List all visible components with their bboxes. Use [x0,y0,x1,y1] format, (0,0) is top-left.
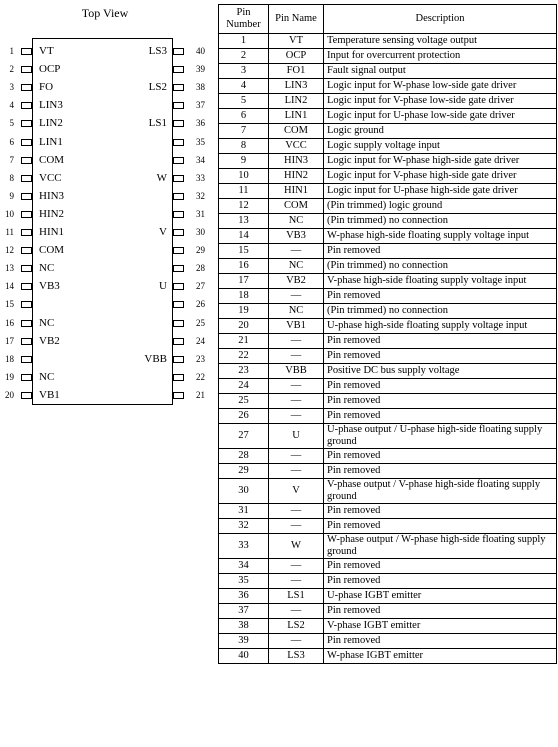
pin-number: 20 [5,389,14,400]
pin-lead [173,229,184,236]
pin-number: 11 [5,227,14,237]
table-row [219,334,557,349]
description-cell: Positive DC bus supply voltage [324,364,557,379]
pin-lead [173,283,184,290]
pin-number-cell: 15 [219,244,269,259]
pin-lead [173,356,184,363]
pin-name-cell: NC [269,214,324,229]
header-description: Description [324,5,557,34]
pin-number-cell: 31 [219,504,269,519]
pin-name-cell: U [269,424,324,449]
pin-number-cell: 28 [219,449,269,464]
description-cell: (Pin trimmed) no connection [324,214,557,229]
pin-number-cell: 9 [219,154,269,169]
table-row [219,519,557,534]
table-row [219,464,557,479]
pin-number: 33 [196,172,205,183]
pin-label: VB1 [39,388,60,401]
pin-number: 30 [196,227,205,237]
right-pin-row [0,334,214,347]
pin-name-cell: — [269,559,324,574]
pin-number: 9 [9,190,14,201]
pin-label: LS2 [148,81,167,94]
pin-number: 15 [5,299,14,310]
pin-number: 19 [5,371,14,382]
description-cell: V-phase high-side floating supply voltage input [324,274,557,289]
description-cell: Logic input for W-phase low-side gate driver [324,79,557,94]
pin-number-cell: 4 [219,79,269,94]
table-row [219,559,557,574]
pin-name-cell: — [269,244,324,259]
pin-number: 37 [196,100,205,111]
right-pin-row [0,316,214,329]
pin-number-cell: 22 [219,349,269,364]
table-row [219,379,557,394]
description-cell: Pin removed [324,464,557,479]
table-row [219,364,557,379]
pin-label: VT [39,45,54,57]
pin-number: 32 [196,190,205,201]
pin-label: LS3 [148,45,167,57]
pin-name-cell: V [269,479,324,504]
pin-name-cell: VB1 [269,319,324,334]
pin-label: VCC [39,171,62,184]
pin-number-cell: 16 [219,259,269,274]
pin-number: 31 [196,208,205,219]
pin-number: 22 [196,371,205,382]
description-cell: Pin removed [324,409,557,424]
pin-name-cell: VB3 [269,229,324,244]
description-cell: Logic ground [324,124,557,139]
description-cell: U-phase IGBT emitter [324,589,557,604]
right-pin-row [0,135,214,148]
pin-name-cell: — [269,634,324,649]
right-pin-row [0,189,214,202]
pin-label: NC [39,262,55,275]
right-pin-row [0,47,214,57]
pin-name-cell: — [269,334,324,349]
description-cell: W-phase IGBT emitter [324,649,557,664]
pin-number-cell: 32 [219,519,269,534]
description-cell: Pin removed [324,349,557,364]
pin-name-cell: COM [269,124,324,139]
pin-number-cell: 1 [219,34,269,49]
pin-number-cell: 39 [219,634,269,649]
pin-lead [173,66,184,73]
pin-number: 16 [5,317,14,328]
table-row [219,229,557,244]
pin-number-cell: 34 [219,559,269,574]
pin-number: 35 [196,136,205,147]
description-cell: Logic input for W-phase high-side gate driver [324,154,557,169]
description-cell: Logic input for V-phase high-side gate driver [324,169,557,184]
table-row [219,289,557,304]
description-cell: Pin removed [324,394,557,409]
pin-lead [173,320,184,327]
pin-name-cell: LIN3 [269,79,324,94]
pin-lead [173,193,184,200]
description-cell: Pin removed [324,289,557,304]
pin-number-cell: 19 [219,304,269,319]
right-pin-row [0,171,214,184]
pin-name-cell: COM [269,199,324,214]
pin-name-cell: — [269,449,324,464]
pin-lead [173,120,184,127]
top-view-diagram [0,0,214,747]
pin-number-cell: 29 [219,464,269,479]
pin-name-cell: HIN2 [269,169,324,184]
pin-number: 24 [196,335,205,346]
table-row [219,534,557,559]
right-pin-row [0,65,214,75]
table-header-row [219,5,557,34]
pin-number: 39 [196,64,205,75]
table-row [219,649,557,664]
pin-name-cell: — [269,519,324,534]
pin-label: HIN3 [39,189,65,202]
header-pin-number: Pin Number [219,5,269,34]
pin-number: 36 [196,118,205,129]
table-row [219,184,557,199]
pin-number: 18 [5,353,14,364]
pin-label: NC [39,316,55,329]
pin-name-cell: LS1 [269,589,324,604]
description-cell: Pin removed [324,519,557,534]
pin-lead [173,175,184,182]
pin-number: 5 [9,118,14,129]
table-row [219,619,557,634]
pin-number-cell: 30 [219,479,269,504]
pin-number-cell: 21 [219,334,269,349]
pin-number: 8 [9,172,14,183]
pin-label: COM [39,153,65,166]
pin-number-cell: 2 [219,49,269,64]
table-row [219,409,557,424]
pin-number-cell: 7 [219,124,269,139]
right-pin-row [0,264,214,274]
right-pin-row [0,282,214,292]
table-row [219,244,557,259]
pin-name-cell: VBB [269,364,324,379]
pin-name-cell: — [269,289,324,304]
description-cell: U-phase output / U-phase high-side floating supply ground [324,424,557,449]
pin-name-cell: VT [269,34,324,49]
pin-number: 2 [9,64,14,75]
pin-number-cell: 5 [219,94,269,109]
pin-number-cell: 10 [219,169,269,184]
pin-number-cell: 8 [219,139,269,154]
pin-number-cell: 6 [219,109,269,124]
pin-lead [173,48,184,55]
pin-number: 3 [9,82,14,93]
pin-name-cell: OCP [269,49,324,64]
description-cell: Pin removed [324,574,557,589]
pin-number-cell: 35 [219,574,269,589]
description-cell: Logic input for U-phase high-side gate driver [324,184,557,199]
pin-label: VB2 [39,334,60,347]
description-cell: (Pin trimmed) logic ground [324,199,557,214]
pin-label: VB3 [39,280,60,293]
table-row [219,319,557,334]
right-pin-row [0,153,214,166]
pin-number: 25 [196,317,205,328]
table-row [219,259,557,274]
description-cell: (Pin trimmed) no connection [324,304,557,319]
pin-number: 23 [196,353,205,364]
pin-name-cell: — [269,464,324,479]
pin-number-cell: 36 [219,589,269,604]
pin-name-cell: — [269,409,324,424]
table-row [219,94,557,109]
pin-name-cell: HIN1 [269,184,324,199]
pin-label: LS1 [148,117,167,130]
table-row [219,304,557,319]
table-row [219,154,557,169]
pin-number-cell: 17 [219,274,269,289]
pin-name-cell: NC [269,259,324,274]
pin-lead [173,102,184,109]
description-cell: Pin removed [324,604,557,619]
pin-number: 26 [196,299,205,310]
table-row [219,504,557,519]
pin-number-cell: 33 [219,534,269,559]
table-row [219,349,557,364]
right-pin-row [0,101,214,111]
pin-name-cell: FO1 [269,64,324,79]
description-cell: U-phase high-side floating supply voltage input [324,319,557,334]
pin-lead [173,157,184,164]
pin-number-cell: 11 [219,184,269,199]
right-pin-row [0,207,214,220]
description-cell: Logic input for U-phase low-side gate driver [324,109,557,124]
table-row [219,34,557,49]
pin-number: 29 [196,245,205,256]
description-cell: Pin removed [324,504,557,519]
description-cell: Logic supply voltage input [324,139,557,154]
pin-number: 10 [5,208,14,219]
right-pin-row [0,370,214,383]
description-cell: V-phase output / V-phase high-side floating supply ground [324,479,557,504]
right-pin-row [0,246,214,256]
right-pin-row [0,228,214,238]
pin-number-cell: 37 [219,604,269,619]
pin-name-cell: NC [269,304,324,319]
pin-lead [173,338,184,345]
pin-number: 12 [5,245,14,256]
top-view-title: Top View [81,6,129,20]
table-row [219,424,557,449]
table-row [219,274,557,289]
description-cell: W-phase high-side floating supply voltage input [324,229,557,244]
pin-lead [173,84,184,91]
pin-lead [173,247,184,254]
pin-number: 28 [196,263,205,274]
table-row [219,589,557,604]
pin-name-cell: LIN1 [269,109,324,124]
pin-lead [173,301,184,308]
pin-lead [173,392,184,399]
right-pin-row [0,352,214,365]
pin-label: LIN3 [39,99,63,112]
pin-name-cell: HIN3 [269,154,324,169]
pin-name-cell: — [269,604,324,619]
description-cell: Input for overcurrent protection [324,49,557,64]
description-cell: Pin removed [324,334,557,349]
pin-name-cell: VB2 [269,274,324,289]
pin-name-cell: — [269,379,324,394]
pin-number: 17 [5,335,14,346]
pin-lead [173,374,184,381]
table-row [219,449,557,464]
pin-name-cell: W [269,534,324,559]
pin-label: HIN2 [39,207,65,220]
pin-number: 38 [196,82,205,93]
pin-number: 6 [9,136,14,147]
pin-label: HIN1 [39,226,65,238]
table-row [219,169,557,184]
table-row [219,139,557,154]
table-row [219,214,557,229]
pin-label: NC [39,370,55,383]
pin-number-cell: 12 [219,199,269,214]
pin-label: OCP [39,63,61,76]
description-cell: V-phase IGBT emitter [324,619,557,634]
table-row [219,479,557,504]
header-pin-name: Pin Name [269,5,324,34]
description-cell: Pin removed [324,449,557,464]
pin-name-cell: — [269,504,324,519]
pin-label: W [156,171,167,184]
table-row [219,124,557,139]
pin-lead [173,211,184,218]
pin-label: V [159,226,167,238]
pin-number-cell: 38 [219,619,269,634]
pin-name-cell: LS3 [269,649,324,664]
pin-number-cell: 18 [219,289,269,304]
pin-label: FO [39,81,54,94]
pin-number: 13 [5,263,14,274]
pin-number: 14 [5,281,14,292]
right-pin-row [0,300,214,310]
pin-number-cell: 13 [219,214,269,229]
pin-number: 34 [196,154,205,165]
pin-number: 4 [9,100,14,111]
table-row [219,394,557,409]
pin-number-cell: 3 [219,64,269,79]
description-cell: Temperature sensing voltage output [324,34,557,49]
pin-number-cell: 26 [219,409,269,424]
pin-number-cell: 24 [219,379,269,394]
description-cell: Pin removed [324,559,557,574]
table-row [219,109,557,124]
pin-name-cell: VCC [269,139,324,154]
table-row [219,64,557,79]
pin-number: 21 [196,389,205,400]
pin-number-cell: 23 [219,364,269,379]
right-pin-row [0,388,214,401]
description-cell: Pin removed [324,379,557,394]
description-cell: Fault signal output [324,64,557,79]
table-row [219,49,557,64]
pin-name-cell: — [269,394,324,409]
description-cell: Pin removed [324,244,557,259]
description-cell: Pin removed [324,634,557,649]
pin-lead [173,139,184,146]
table-row [219,79,557,94]
pin-name-cell: LIN2 [269,94,324,109]
right-pin-row [0,119,214,129]
pin-name-cell: — [269,349,324,364]
pin-lead [173,265,184,272]
pin-name-cell: — [269,574,324,589]
pin-number: 7 [9,154,14,165]
pin-number-cell: 25 [219,394,269,409]
pin-number: 27 [196,281,205,292]
pin-number-cell: 14 [219,229,269,244]
table-row [219,199,557,214]
pin-label: COM [39,244,65,257]
table-row [219,604,557,619]
table-row [219,634,557,649]
pin-name-cell: LS2 [269,619,324,634]
table-row [219,574,557,589]
pin-label: U [159,280,167,293]
right-pin-row [0,83,214,93]
pin-description-table [218,4,557,664]
pin-number: 40 [196,46,205,56]
pin-label: LIN2 [39,117,63,130]
description-cell: (Pin trimmed) no connection [324,259,557,274]
pin-number-cell: 20 [219,319,269,334]
pin-number: 1 [9,46,14,56]
description-cell: Logic input for V-phase low-side gate driver [324,94,557,109]
pin-number-cell: 40 [219,649,269,664]
pin-label: VBB [144,352,167,365]
pin-label: LIN1 [39,135,63,148]
pin-number-cell: 27 [219,424,269,449]
description-cell: W-phase output / W-phase high-side floating supply ground [324,534,557,559]
